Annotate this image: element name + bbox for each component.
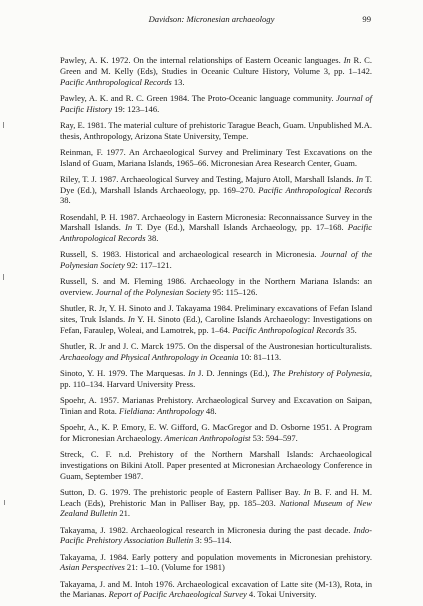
reference-italic-text: Journal of the Polynesian Society bbox=[60, 249, 372, 271]
reference-italic-text: National Museum of New Zealand Bulletin bbox=[60, 497, 372, 519]
reference-entry bbox=[60, 579, 372, 601]
reference-text: T. Dye (Ed.), Marshall Islands Archaeology, pp. 17–168. bbox=[132, 222, 348, 233]
reference-text: Takayama, J. 1982. Archaeological research in Micronesia during the past decade. bbox=[60, 524, 354, 535]
reference-text: Reinman, F. 1977. An Archaeological Survey and Preliminary Test Excavations on the Island of Guam, Mariana Islands, 1965–66. Micronesian Area Research Center, Guam. bbox=[60, 146, 372, 168]
reference-italic-text: Pacific Anthropological Records bbox=[60, 76, 172, 87]
reference-text: Sutton, D. G. 1979. The prehistoric people of Eastern Palliser Bay. bbox=[60, 486, 304, 497]
reference-text: B. F. and H. M. Leach (Eds), Prehistoric Man in Palliser Bay, pp. 185–203. bbox=[60, 486, 372, 508]
reference-text: Riley, T. J. 1987. Archaeological Survey and Testing, Majuro Atoll, Marshall Islands. bbox=[60, 173, 356, 184]
reference-text: 35. bbox=[343, 324, 357, 335]
reference-text: 38. bbox=[145, 233, 159, 244]
reference-italic-text: Asian Perspectives bbox=[60, 562, 125, 573]
reference-text: Pawley, A. K. 1972. On the internal relationships of Eastern Oceanic languages. bbox=[60, 55, 344, 65]
reference-entry bbox=[60, 303, 372, 335]
reference-entry bbox=[60, 341, 372, 363]
reference-text: R. C. Green and M. Kelly (Eds), Studies in Oceanic Culture History, Volume 3, pp. 1–142. bbox=[60, 55, 372, 76]
reference-text: Y. H. Sinoto (Ed.), Caroline Islands Archaeology: Investigations on Fefan, Faraulep, Woleai, and Lamotrek, pp. 1–64. bbox=[60, 314, 372, 335]
reference-text: 21: 1–10. (Volume for 1981) bbox=[124, 562, 225, 573]
reference-italic-text: Pacific Anthropological Records bbox=[232, 324, 344, 335]
reference-italic-text: In bbox=[303, 486, 311, 497]
reference-entry bbox=[60, 395, 372, 417]
reference-text: Rosendahl, P. H. 1987. Archaeology in Eastern Micronesia: Reconnaissance Survey in the Marshall Islands. bbox=[60, 211, 372, 233]
reference-text: 4. Tokai University. bbox=[246, 589, 317, 600]
reference-entry bbox=[60, 174, 372, 206]
reference-text: Spoehr, A., K. P. Emory, E. W. Gifford, G. MacGregor and D. Osborne 1951. A Program for Micronesian Archaeology. bbox=[60, 422, 372, 443]
reference-entry bbox=[60, 120, 372, 142]
reference-text: 48. bbox=[203, 405, 217, 416]
page-header bbox=[0, 14, 423, 26]
page-number: 99 bbox=[362, 14, 371, 24]
reference-entry bbox=[60, 147, 372, 169]
reference-entry bbox=[60, 55, 372, 87]
reference-italic-text: The Prehistory of Polynesia bbox=[272, 368, 370, 379]
reference-italic-text: Indo-Pacific Prehistory Association Bulletin bbox=[60, 524, 372, 546]
reference-italic-text: Fieldiana: Anthropology bbox=[119, 405, 204, 416]
reference-text: Russell, S. and M. Fleming 1986. Archaeology in the Northern Mariana Islands: an overview. bbox=[60, 276, 372, 298]
reference-text: , pp. 110–134. Harvard University Press. bbox=[60, 368, 372, 389]
reference-text: Shutler, R. Jr, Y. H. Sinoto and J. Takayama 1984. Preliminary excavations of Fefan Island sites, Truk Islands. bbox=[60, 303, 372, 325]
reference-text: 95: 115–126. bbox=[210, 287, 258, 298]
reference-italic-text: Report of Pacific Archaeological Survey bbox=[108, 589, 247, 600]
reference-text: J. D. Jennings (Ed.), bbox=[195, 368, 273, 379]
reference-italic-text: Journal of Pacific History bbox=[60, 92, 372, 114]
reference-entry bbox=[60, 487, 372, 519]
reference-entry bbox=[60, 93, 372, 115]
reference-entry bbox=[60, 276, 372, 298]
reference-text: Takayama, J. and M. Intoh 1976. Archaeological excavation of Latte site (M-13), Rota, in the Marianas. bbox=[60, 578, 372, 600]
scan-margin-mark bbox=[3, 274, 4, 280]
reference-italic-text: Journal of the Polynesian Society bbox=[95, 287, 211, 298]
reference-text: 92: 117–121. bbox=[124, 260, 172, 271]
reference-text: Takayama, J. 1984. Early pottery and population movements in Micronesian prehistory. bbox=[60, 551, 372, 562]
reference-italic-text: Archaeology and Physical Anthropology in Oceania bbox=[60, 351, 239, 362]
reference-italic-text: Pacific Anthropological Records bbox=[258, 184, 372, 195]
reference-entry bbox=[60, 449, 372, 481]
reference-list bbox=[60, 55, 372, 606]
reference-entry bbox=[60, 422, 372, 444]
reference-entry bbox=[60, 552, 372, 574]
reference-text: 21. bbox=[117, 508, 131, 519]
reference-entry bbox=[60, 368, 372, 390]
reference-text: Russell, S. 1983. Historical and archaeological research in Micronesia. bbox=[60, 249, 321, 260]
running-title: Davidson: Micronesian archaeology bbox=[148, 14, 275, 24]
reference-text: Pawley, A. K. and R. C. Green 1984. The Proto-Oceanic language community. bbox=[60, 92, 337, 103]
reference-text: 10: 81–113. bbox=[238, 351, 282, 362]
scan-margin-mark bbox=[3, 122, 4, 128]
reference-text: 19: 123–146. bbox=[111, 103, 160, 114]
reference-text: 53: 594–597. bbox=[250, 432, 298, 443]
reference-text: Streck, C. F. n.d. Prehistory of the Northern Marshall Islands: Archaeological investigations on Bikini Atoll. Paper presented at Micronesian Archaeology Conference in Guam, September 1987. bbox=[60, 448, 372, 481]
reference-italic-text: In bbox=[127, 314, 135, 325]
reference-text: 3: 95–114. bbox=[193, 535, 232, 546]
reference-entry bbox=[60, 212, 372, 244]
reference-text: Ray, E. 1981. The material culture of prehistoric Tarague Beach, Guam. Unpublished M.A. thesis, Anthropology, Arizona State University, Tempe. bbox=[60, 119, 372, 141]
reference-italic-text: Pacific Anthropological Records bbox=[60, 222, 372, 244]
reference-entry bbox=[60, 525, 372, 547]
reference-italic-text: In bbox=[124, 222, 133, 233]
reference-entry bbox=[60, 249, 372, 271]
reference-italic-text: In bbox=[343, 55, 351, 65]
reference-italic-text: In bbox=[188, 368, 196, 379]
reference-text: Spoehr, A. 1957. Marianas Prehistory. Archaeological Survey and Excavation on Saipan, Tinian and Rota. bbox=[60, 395, 372, 416]
reference-italic-text: American Anthropologist bbox=[164, 432, 251, 443]
reference-text: T. Dye (Ed.), Marshall Islands Archaeology, pp. 169–270. bbox=[60, 173, 372, 195]
reference-italic-text: In bbox=[355, 173, 364, 184]
reference-text: Shutler, R. Jr and J. C. Marck 1975. On the dispersal of the Austronesian horticulturalists. bbox=[60, 341, 372, 352]
reference-text: Sinoto, Y. H. 1979. The Marquesas. bbox=[60, 368, 189, 379]
reference-text: 38. bbox=[60, 195, 71, 206]
scan-margin-mark bbox=[4, 500, 5, 505]
reference-text: 13. bbox=[171, 76, 185, 87]
